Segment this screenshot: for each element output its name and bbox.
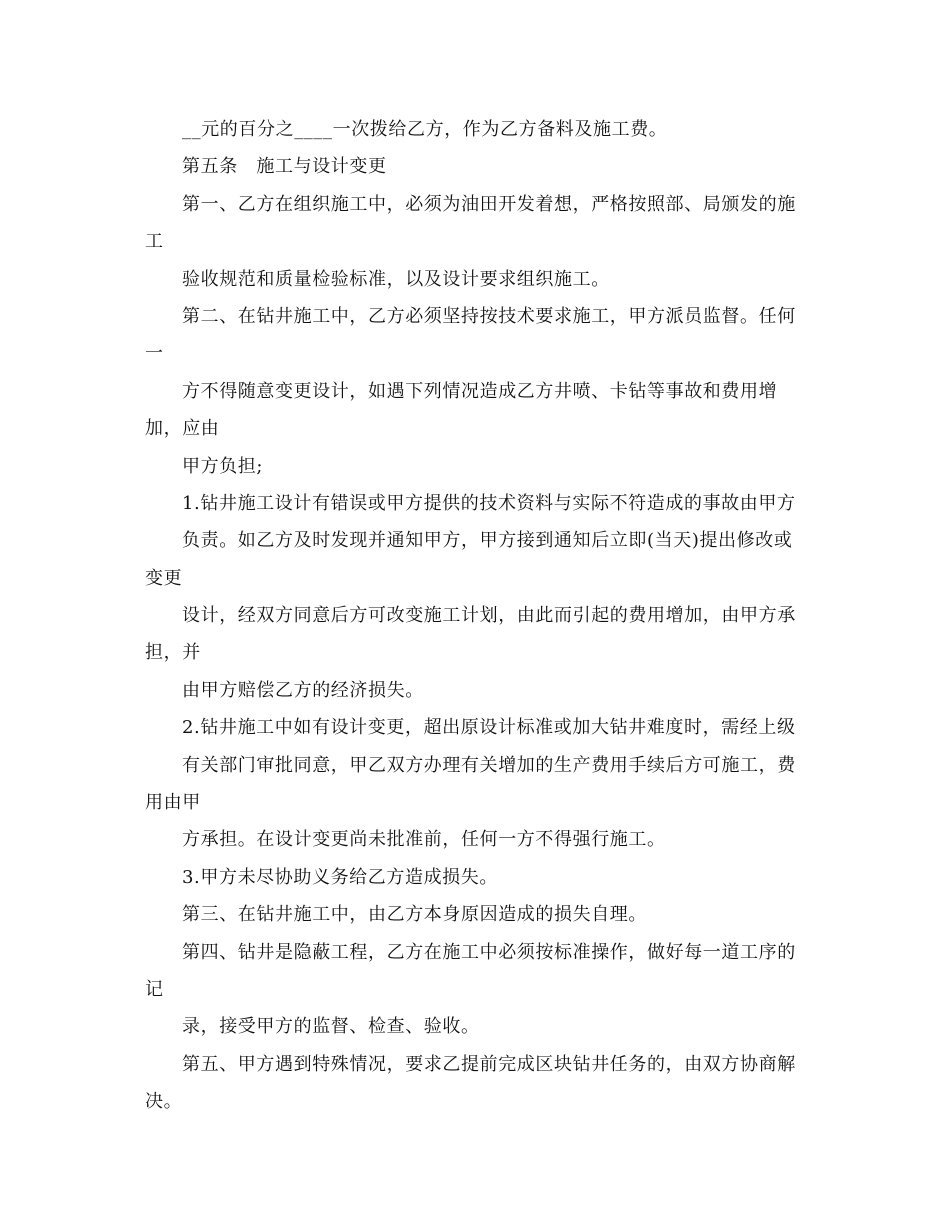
text-line: 方不得随意变更设计，如遇下列情况造成乙方井喷、卡钻等事故和费用增 — [182, 381, 778, 402]
text-line: 担，并 — [145, 642, 201, 663]
text-line: 录，接受甲方的监督、检查、验收。 — [182, 1016, 480, 1037]
text-line: 决。 — [145, 1091, 183, 1112]
text-line: 变更 — [145, 568, 183, 589]
text-line: 记 — [145, 979, 164, 1000]
text-line: 第一、乙方在组织施工中，必须为油田开发着想，严格按照部、局颁发的施 — [182, 194, 796, 215]
text-line: 负责。如乙方及时发现并通知甲方，甲方接到通知后立即(当天)提出修改或 — [182, 530, 793, 551]
text-line: 1.钻井施工设计有错误或甲方提供的技术资料与实际不符造成的事故由甲方 — [182, 493, 796, 514]
text-line: 甲方负担; — [182, 456, 264, 477]
text-line: 用由甲 — [145, 792, 201, 813]
text-line: 工 — [145, 231, 164, 252]
text-line: 有关部门审批同意，甲乙双方办理有关增加的生产费用手续后方可施工，费 — [182, 755, 796, 776]
section-heading: 第五条 施工与设计变更 — [182, 156, 387, 177]
text-line: 第四、钻井是隐蔽工程，乙方在施工中必须按标准操作，做好每一道工序的 — [182, 942, 796, 963]
text-line: 2.钻井施工中如有设计变更，超出原设计标准或加大钻井难度时，需经上级 — [182, 717, 796, 738]
text-line: 第二、在钻井施工中，乙方必须坚持按技术要求施工，甲方派员监督。任何 — [182, 306, 796, 327]
text-line: 第三、在钻井施工中，由乙方本身原因造成的损失自理。 — [182, 904, 647, 925]
text-line: __元的百分之____一次拨给乙方，作为乙方备料及施工费。 — [182, 119, 668, 140]
text-line: 方承担。在设计变更尚未批准前，任何一方不得强行施工。 — [182, 829, 666, 850]
text-line: 3.甲方未尽协助义务给乙方造成损失。 — [182, 867, 498, 888]
text-line: 加，应由 — [145, 418, 220, 439]
text-line: 一 — [145, 343, 164, 364]
text-line: 验收规范和质量检验标准，以及设计要求组织施工。 — [182, 269, 610, 290]
text-line: 第五、甲方遇到特殊情况，要求乙提前完成区块钻井任务的，由双方协商解 — [182, 1054, 796, 1075]
text-line: 由甲方赔偿乙方的经济损失。 — [182, 680, 424, 701]
text-line: 设计，经双方同意后方可改变施工计划，由此而引起的费用增加，由甲方承 — [182, 605, 796, 626]
